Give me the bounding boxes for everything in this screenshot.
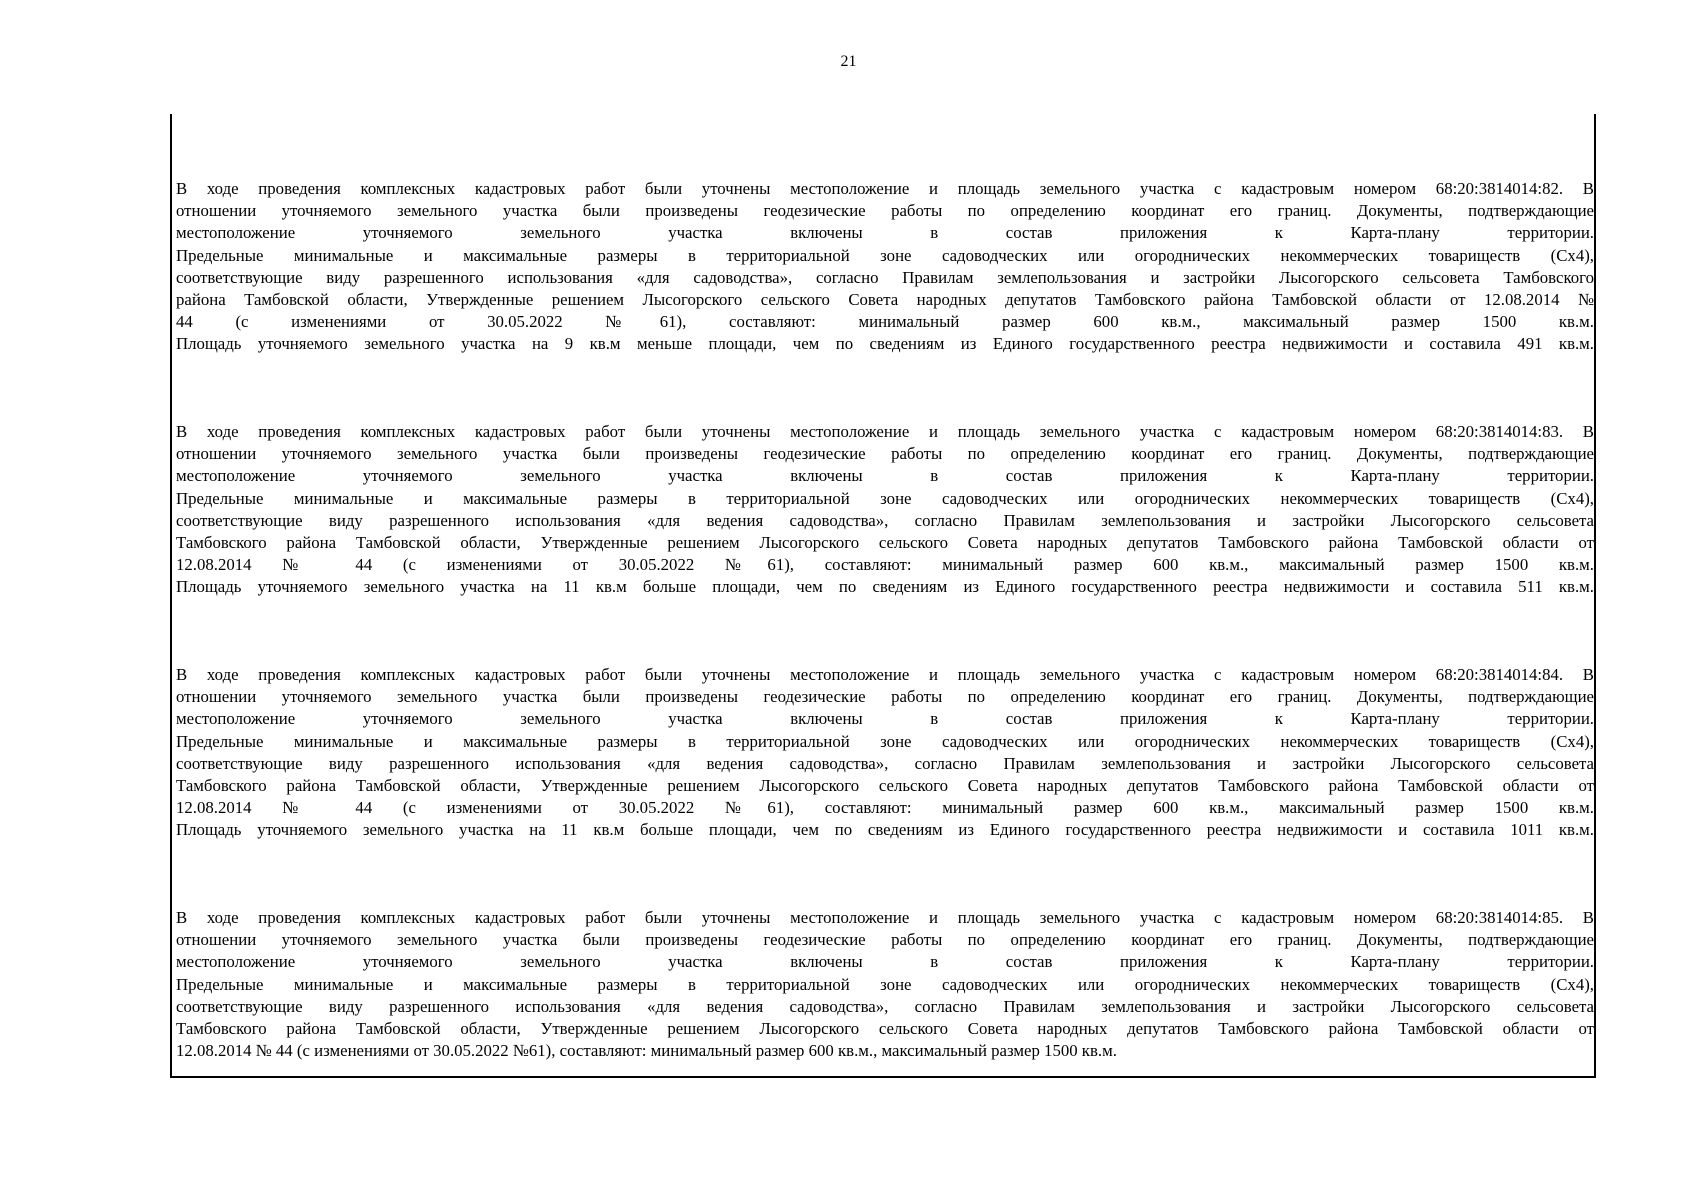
paragraph-parcel-82 <box>176 178 1594 356</box>
paragraph-line: местоположение уточняемого земельного участка включены в состав приложения к Карта-плану территории. <box>176 466 1594 486</box>
paragraph-line: Предельные минимальные и максимальные размеры в территориальной зоне садоводческих или огороднических некоммерческих товариществ (Сх4), <box>176 974 1594 994</box>
paragraph-line: местоположение уточняемого земельного участка включены в состав приложения к Карта-плану территории. <box>176 952 1594 972</box>
paragraph-parcel-85 <box>176 907 1594 1062</box>
paragraph-line: соответствующие виду разрешенного использования «для ведения садоводства», согласно Правилам землепользования и застройки Лысогорского сельсовета <box>176 753 1594 773</box>
paragraph-line: В ходе проведения комплексных кадастровых работ были уточнены местоположение и площадь земельного участка с кадастровым номером 68:20:3814014:83. В <box>176 422 1594 441</box>
paragraph-line: местоположение уточняемого земельного участка включены в состав приложения к Карта-плану территории. <box>176 709 1594 729</box>
page-number: 21 <box>840 53 857 70</box>
paragraph-line: местоположение уточняемого земельного участка включены в состав приложения к Карта-плану территории. <box>176 223 1594 243</box>
paragraph-line: соответствующие виду разрешенного использования «для ведения садоводства», согласно Правилам землепользования и застройки Лысогорского сельсовета <box>176 996 1594 1016</box>
paragraph-line: 12.08.2014 № 44 (с изменениями от 30.05.2022 №61), составляют: минимальный размер 600 кв.м., максимальный размер 1500 кв.м. <box>176 555 1594 575</box>
table-cell-frame <box>170 114 1596 1078</box>
paragraph-line: Тамбовского района Тамбовской области, Утвержденные решением Лысогорского сельского Совета народных депутатов Тамбовского района Тамбовской области от <box>176 533 1594 553</box>
paragraph-line: В ходе проведения комплексных кадастровых работ были уточнены местоположение и площадь земельного участка с кадастровым номером 68:20:3814014:82. В <box>176 179 1594 198</box>
paragraph-line: Площадь уточняемого земельного участка на 9 кв.м меньше площади, чем по сведениям из Единого государственного реестра недвижимости и составила 491 кв.м. <box>176 334 1594 354</box>
paragraph-line: В ходе проведения комплексных кадастровых работ были уточнены местоположение и площадь земельного участка с кадастровым номером 68:20:3814014:84. В <box>176 665 1594 684</box>
paragraph-parcel-83 <box>176 421 1594 599</box>
paragraph-line: отношении уточняемого земельного участка были произведены геодезические работы по определению координат его границ. Документы, подтверждающие <box>176 930 1594 950</box>
paragraph-line: Площадь уточняемого земельного участка на 11 кв.м больше площади, чем по сведениям из Единого государственного реестра недвижимости и составила 511 кв.м. <box>176 577 1594 597</box>
paragraph-line: Тамбовского района Тамбовской области, Утвержденные решением Лысогорского сельского Совета народных депутатов Тамбовского района Тамбовской области от <box>176 1019 1594 1039</box>
paragraph-line: 44 (с изменениями от 30.05.2022 №61), составляют: минимальный размер 600 кв.м., максимальный размер 1500 кв.м. <box>176 312 1594 332</box>
paragraph-line: района Тамбовской области, Утвержденные решением Лысогорского сельского Совета народных депутатов Тамбовского района Тамбовской области от 12.08.2014 № <box>176 290 1594 310</box>
paragraph-line: соответствующие виду разрешенного использования «для ведения садоводства», согласно Правилам землепользования и застройки Лысогорского сельсовета <box>176 510 1594 530</box>
paragraph-line: Тамбовского района Тамбовской области, Утвержденные решением Лысогорского сельского Совета народных депутатов Тамбовского района Тамбовской области от <box>176 776 1594 796</box>
paragraph-line: 12.08.2014 № 44 (с изменениями от 30.05.2022 №61), составляют: минимальный размер 600 кв.м., максимальный размер 1500 кв.м. <box>176 1041 1117 1061</box>
paragraph-parcel-84 <box>176 664 1594 842</box>
paragraph-line: В ходе проведения комплексных кадастровых работ были уточнены местоположение и площадь земельного участка с кадастровым номером 68:20:3814014:85. В <box>176 908 1594 927</box>
paragraph-line: Предельные минимальные и максимальные размеры в территориальной зоне садоводческих или огороднических некоммерческих товариществ (Сх4), <box>176 488 1594 508</box>
paragraph-line: Предельные минимальные и максимальные размеры в территориальной зоне садоводческих или огороднических некоммерческих товариществ (Сх4), <box>176 245 1594 265</box>
paragraph-line: Предельные минимальные и максимальные размеры в территориальной зоне садоводческих или огороднических некоммерческих товариществ (Сх4), <box>176 731 1594 751</box>
paragraph-line: отношении уточняемого земельного участка были произведены геодезические работы по определению координат его границ. Документы, подтверждающие <box>176 201 1594 221</box>
paragraph-line: 12.08.2014 № 44 (с изменениями от 30.05.2022 №61), составляют: минимальный размер 600 кв.м., максимальный размер 1500 кв.м. <box>176 798 1594 818</box>
paragraph-line: Площадь уточняемого земельного участка на 11 кв.м больше площади, чем по сведениям из Единого государственного реестра недвижимости и составила 1011 кв.м. <box>176 820 1594 840</box>
paragraph-line: отношении уточняемого земельного участка были произведены геодезические работы по определению координат его границ. Документы, подтверждающие <box>176 687 1594 707</box>
paragraph-line: соответствующие виду разрешенного использования «для садоводства», согласно Правилам землепользования и застройки Лысогорского сельсовета Тамбовского <box>176 267 1594 287</box>
paragraph-line: отношении уточняемого земельного участка были произведены геодезические работы по определению координат его границ. Документы, подтверждающие <box>176 444 1594 464</box>
